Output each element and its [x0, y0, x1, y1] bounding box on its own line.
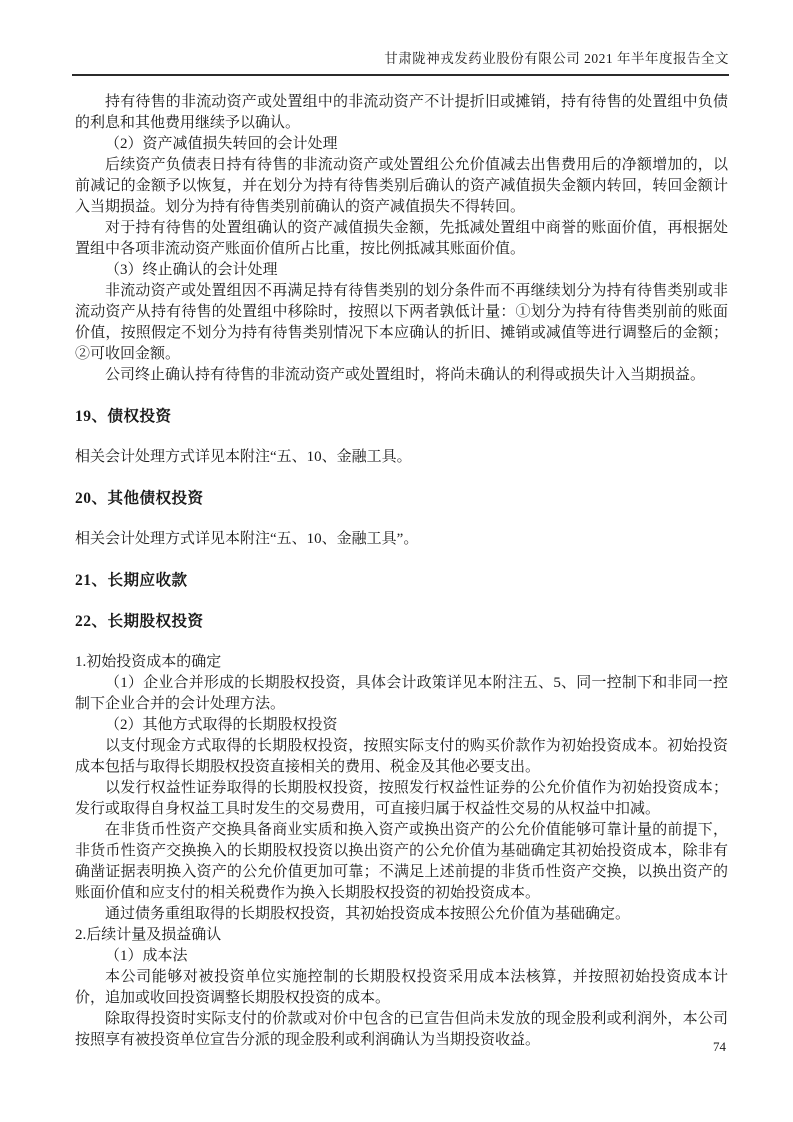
- document-body: [75, 92, 728, 1051]
- paragraph-cost-method-detail: 本公司能够对被投资单位实施控制的长期股权投资采用成本法核算，并按照初始投资成本计价，追加或收回投资调整长期股权投资的成本。: [75, 969, 728, 1006]
- subheading-derecognition-accounting: （3）终止确认的会计处理: [105, 262, 278, 278]
- subheading-initial-investment-cost: 1.初始投资成本的确定: [75, 654, 222, 670]
- paragraph-dividend-recognition: 除取得投资时实际支付的价款或对价中包含的已宣告但尚未发放的现金股利或利润外，本公司按照享有被投资单位宣告分派的现金股利或利润确认为当期投资收益。: [75, 1011, 728, 1048]
- subheading-impairment-reversal: （2）资产减值损失转回的会计处理: [105, 136, 338, 152]
- paragraph-derecognition-measurement: 非流动资产或处置组因不再满足持有待售类别的划分条件而不再继续划分为持有待售类别或非流动资产从持有待售的处置组中移除时，按照以下两者孰低计量：①划分为持有待售类别前的账面价值，按照假定不划分为持有待售类别情况下本应确认的折旧、摊销或减值等进行调整后的金额；②可收回金额。: [75, 283, 728, 362]
- paragraph-cash-acquisition: 以支付现金方式取得的长期股权投资，按照实际支付的购买价款作为初始投资成本。初始投资成本包括与取得长期股权投资直接相关的费用、税金及其他必要支出。: [75, 738, 728, 775]
- subheading-other-acquisition-methods: （2）其他方式取得的长期股权投资: [105, 717, 338, 733]
- page-header: [72, 50, 729, 76]
- section-heading-20-other-debt-investment: 20、其他债权投资: [75, 490, 204, 507]
- subheading-cost-method: （1）成本法: [105, 948, 188, 964]
- paragraph-note-20-reference: 相关会计处理方式详见本附注“五、10、金融工具”。: [75, 531, 419, 547]
- section-heading-19-debt-investment: 19、债权投资: [75, 408, 172, 425]
- paragraph-impairment-reversal-detail: 后续资产负债表日持有待售的非流动资产或处置组公允价值减去出售费用后的净额增加的，以前减记的金额予以恢复，并在划分为持有待售类别后确认的资产减值损失金额内转回，转回金额计入当期损益。划分为持有待售类别前确认的资产减值损失不得转回。: [75, 157, 728, 215]
- paragraph-disposal-group-goodwill: 对于持有待售的处置组确认的资产减值损失金额，先抵减处置组中商誉的账面价值，再根据处置组中各项非流动资产账面价值所占比重，按比例抵减其账面价值。: [75, 220, 728, 257]
- section-heading-22-long-term-equity-investment: 22、长期股权投资: [75, 613, 204, 630]
- paragraph-derecognition-gain-loss: 公司终止确认持有待售的非流动资产或处置组时，将尚未确认的利得或损失计入当期损益。: [105, 367, 706, 383]
- subheading-subsequent-measurement: 2.后续计量及损益确认: [75, 927, 222, 943]
- paragraph-equity-securities-issue: 以发行权益性证券取得的长期股权投资，按照发行权益性证券的公允价值作为初始投资成本；发行或取得自身权益工具时发生的交易费用，可直接归属于权益性交易的从权益中扣减。: [75, 780, 728, 817]
- paragraph-note-19-reference: 相关会计处理方式详见本附注“五、10、金融工具。: [75, 449, 412, 465]
- report-header-title: 甘肃陇神戎发药业股份有限公司 2021 年半年度报告全文: [384, 51, 729, 66]
- section-heading-21-long-term-receivables: 21、长期应收款: [75, 572, 188, 589]
- page-number: 74: [713, 1039, 726, 1054]
- paragraph-business-combination-equity: （1）企业合并形成的长期股权投资，具体会计政策详见本附注五、5、同一控制下和非同一控制下企业合并的会计处理方法。: [75, 675, 728, 712]
- paragraph-held-for-sale-no-depreciation: 持有待售的非流动资产或处置组中的非流动资产不计提折旧或摊销，持有待售的处置组中负债的利息和其他费用继续予以确认。: [75, 94, 728, 131]
- paragraph-debt-restructuring: 通过债务重组取得的长期股权投资，其初始投资成本按照公允价值为基础确定。: [105, 906, 631, 922]
- paragraph-nonmonetary-exchange: 在非货币性资产交换具备商业实质和换入资产或换出资产的公允价值能够可靠计量的前提下，非货币性资产交换换入的长期股权投资以换出资产的公允价值为基础确定其初始投资成本，除非有确凿证据表明换入资产的公允价值更加可靠；不满足上述前提的非货币性资产交换，以换出资产的账面价值和应支付的相关税费作为换入长期股权投资的初始投资成本。: [75, 822, 728, 901]
